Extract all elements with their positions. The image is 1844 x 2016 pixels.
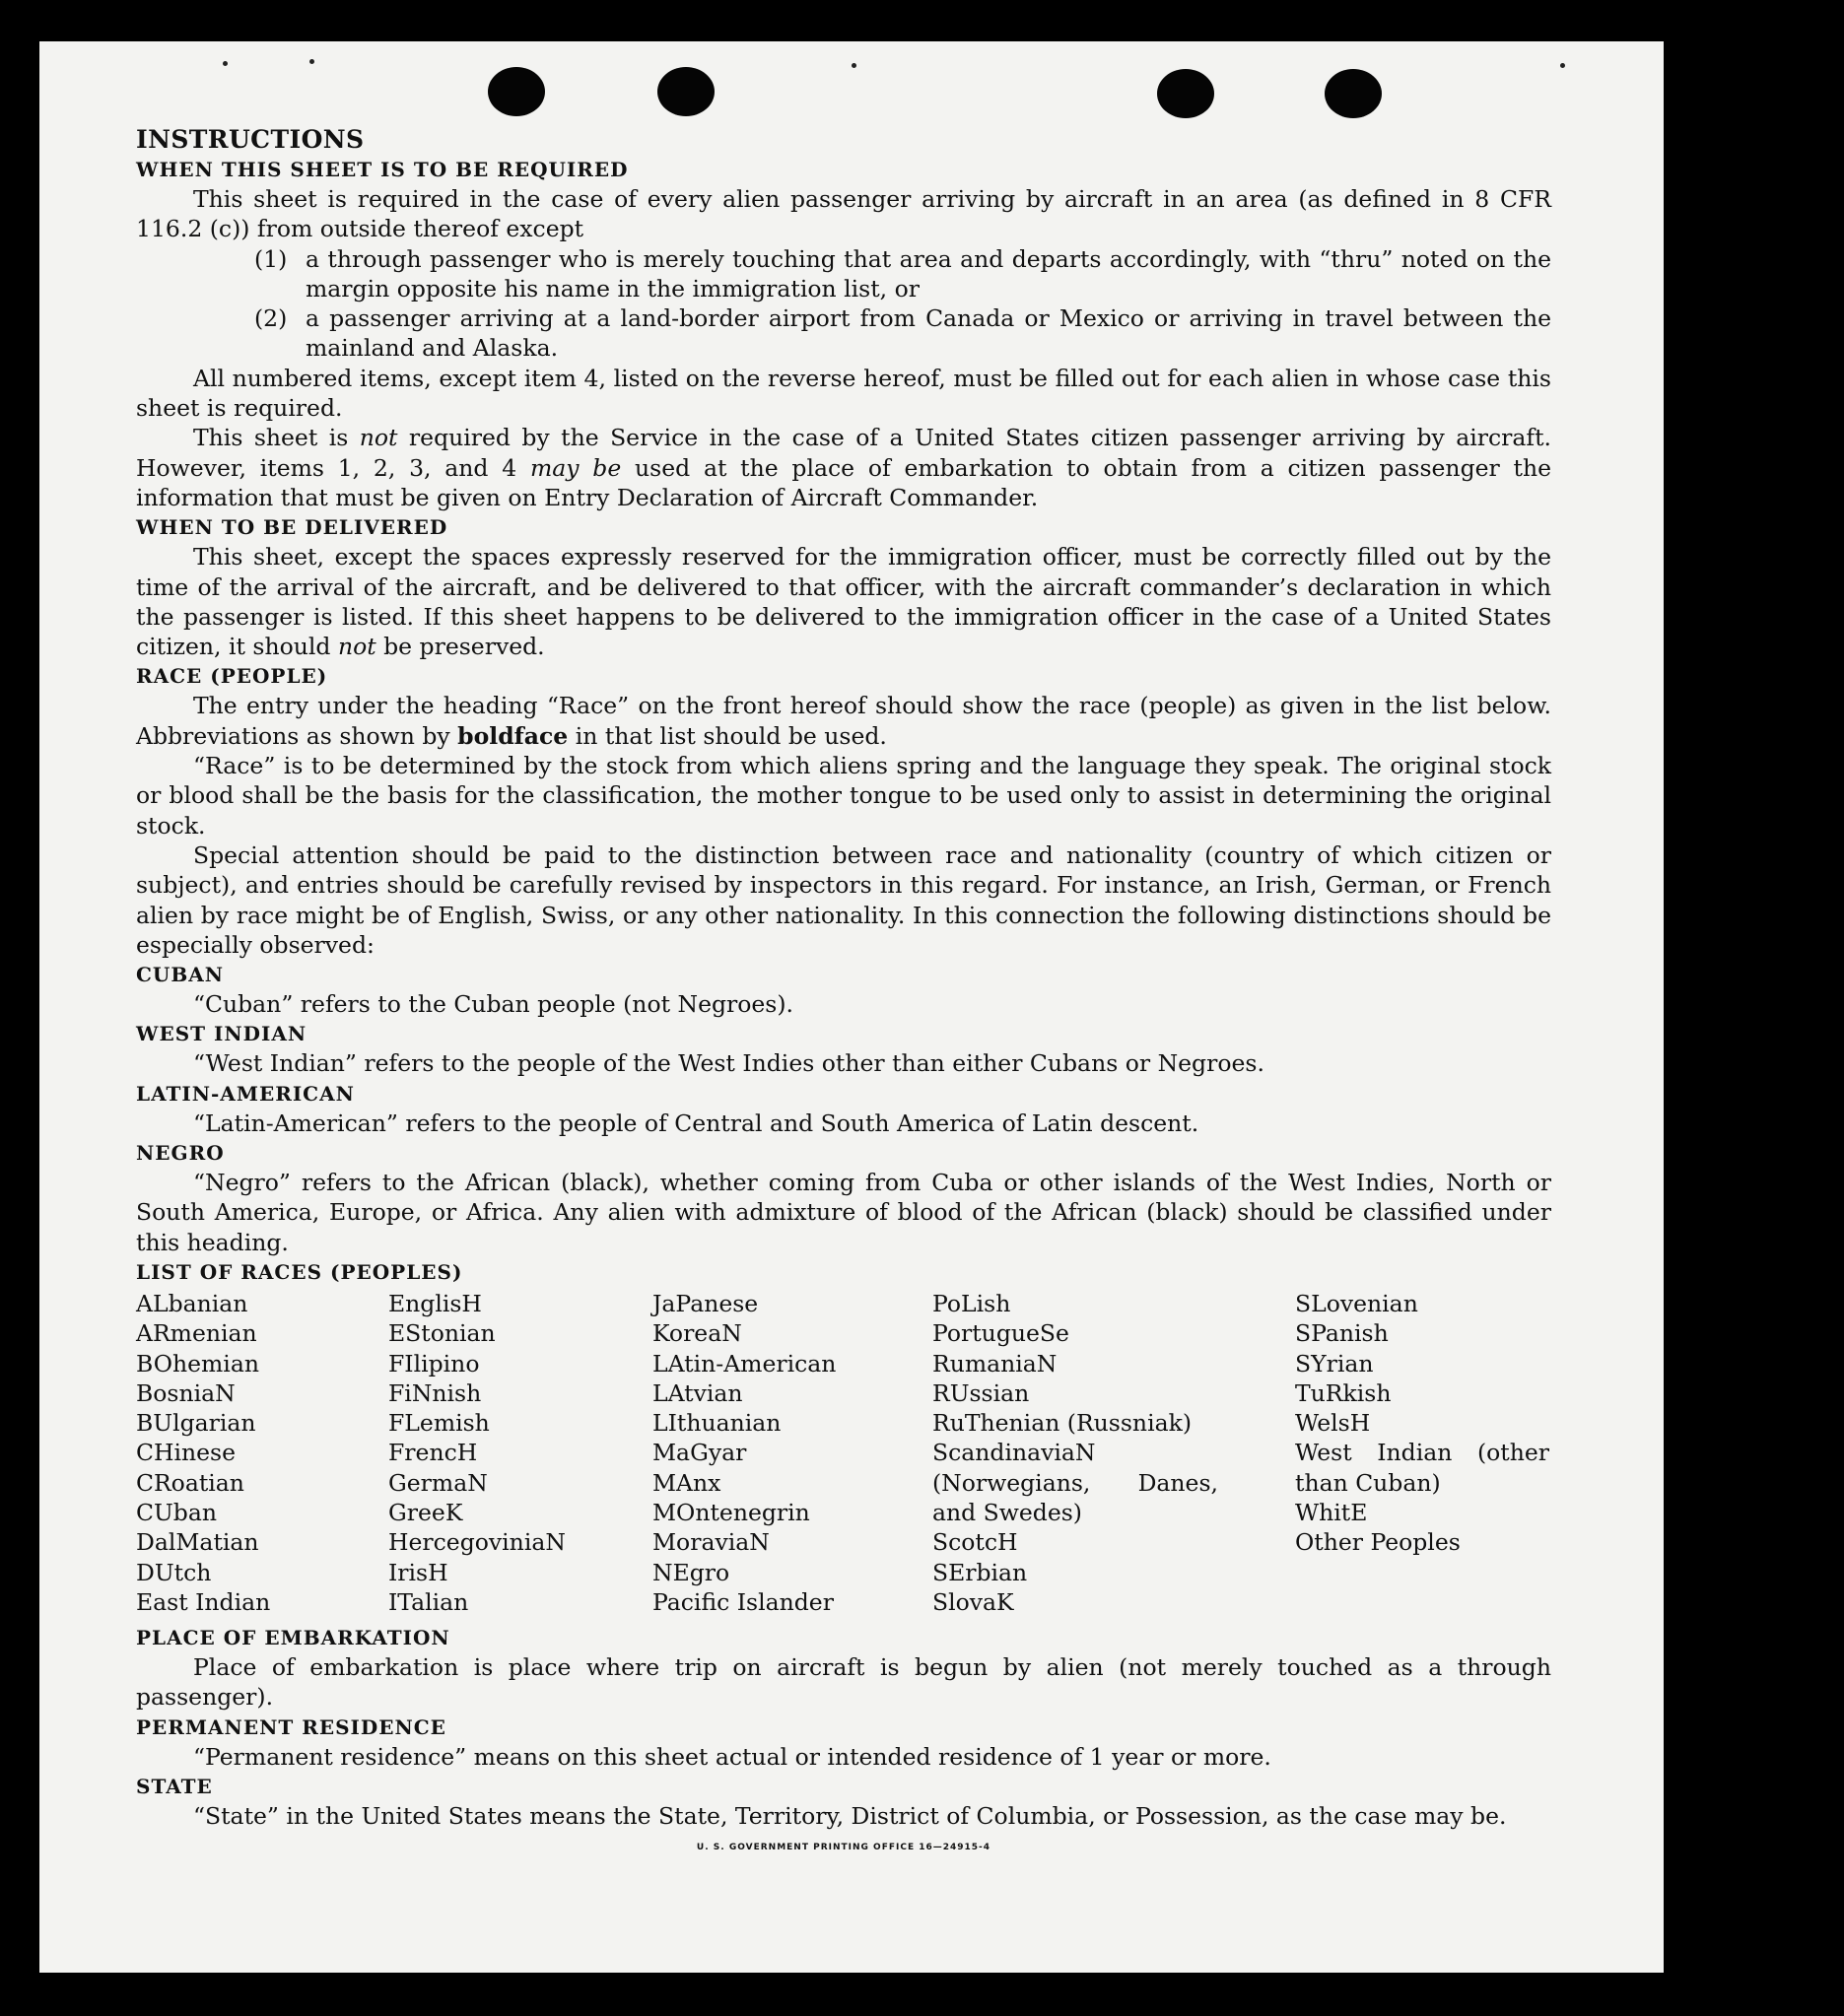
section-heading: STATE [136,1775,213,1799]
punch-hole [1157,69,1214,118]
race-group [1295,1289,1551,1438]
race-entry: BOhemian [136,1349,259,1378]
italic-run: may be [529,453,622,482]
text-run: This sheet, except the spaces expressly reserved for the immigration officer, must be correctly filled out by the time of the arrival of the aircraft, and be delivered to that officer, with the aircraft commander’s declaration in which the passenger is listed. If this sheet happens to be delivered to the immigration officer in the case of a United States citizen, it should [136,543,1551,661]
paragraph [136,691,1551,751]
text-run: be preserved. [376,633,545,661]
paragraph: All numbered items, except item 4, listed on the reverse hereof, must be filled out for each alien in whose case this sheet is required. [136,364,1551,423]
race-entry: BUlgarian [136,1409,256,1438]
paragraph [136,423,1551,512]
page-title: INSTRUCTIONS [136,125,365,154]
race-entry: CRoatian [136,1468,244,1497]
text-run: required by the Service in the case of a United States citizen passenger arriving by aircraft. However, items 1, 2, 3, and 4 [136,424,1551,482]
section-heading: LIST OF RACES (PEOPLES) [136,1259,463,1284]
race-entry: SlovaK [932,1587,1014,1616]
section-heading: LATIN-AMERICAN [136,1081,355,1106]
race-entry: SLovenian [1295,1289,1418,1317]
section-heading: PLACE OF EMBARKATION [136,1626,450,1650]
instructions-content [136,124,1551,1854]
paragraph: “Negro” refers to the African (black), whether coming from Cuba or other islands of the West Indies, North or South America, Europe, or Africa. Any alien with admixture of blood of the African (black) should be classified under this heading. [136,1169,1551,1256]
race-entry: HercegoviniaN [388,1528,566,1557]
race-group [1295,1498,1551,1558]
race-entry: CUban [136,1498,217,1526]
race-column [388,1289,652,1617]
section-heading: WHEN THIS SHEET IS TO BE REQUIRED [136,158,629,181]
race-entry: ARmenian [136,1319,257,1348]
italic-run: not [359,424,398,452]
item-text: a passenger arriving at a land-border airport from Canada or Mexico or arriving in travel between the mainland and Alaska. [306,304,1551,363]
item-number: (2) [254,304,288,333]
race-entry: SPanish [1295,1319,1389,1348]
race-entry: SYrian [1295,1349,1374,1378]
race-entry: NEgro [652,1558,730,1586]
paragraph: “West Indian” refers to the people of the West Indies other than either Cubans or Negroes. [193,1049,1264,1078]
paragraph: “Latin-American” refers to the people of Central and South America of Latin descent. [193,1109,1199,1137]
printer-imprint: U. S. GOVERNMENT PRINTING OFFICE 16—24915-4 [696,1843,991,1853]
race-entry: RuThenian (Russniak) [932,1409,1192,1438]
speck [223,61,228,66]
race-entry: JaPanese [652,1289,759,1317]
race-entry: FLemish [388,1409,490,1438]
race-entry: LAtvian [652,1378,743,1407]
race-entry: East Indian [136,1587,271,1616]
race-group [932,1527,1238,1617]
list-item [254,303,1551,364]
race-entry: EnglisH [388,1289,482,1317]
paragraph: Place of embarkation is place where trip on aircraft is begun by alien (not merely touched as a through passenger). [136,1653,1551,1712]
race-entry: CHinese [136,1439,236,1467]
race-entry: MAnx [652,1468,721,1497]
text-run: used at the place of embarkation to obtain from a citizen passenger the information that must be given on Entry Declaration of Aircraft Commander. [136,453,1552,511]
race-entry: DUtch [136,1558,212,1586]
race-entry: ScotcH [932,1528,1018,1557]
race-entry: BosniaN [136,1378,236,1407]
speck [1560,63,1565,68]
speck [852,63,856,68]
punch-hole [1325,69,1382,118]
paragraph: “Race” is to be determined by the stock from which aliens spring and the language they speak. The original stock or blood shall be the basis for the classification, the mother tongue to be used only to assist in determining the original stock. [136,752,1551,840]
section-heading: WHEN TO BE DELIVERED [136,515,448,540]
race-entry: PoLish [932,1289,1011,1317]
race-entry: GreeK [388,1498,463,1526]
speck [309,59,314,64]
paragraph: “State” in the United States means the State, Territory, District of Columbia, or Possession, as the case may be. [193,1802,1507,1831]
race-column [1238,1289,1551,1617]
race-entry: RUssian [932,1378,1030,1407]
race-entry: IrisH [388,1558,448,1586]
paragraph: Special attention should be paid to the distinction between race and nationality (country of which citizen or subject), and entries should be carefully revised by inspectors in this regard. For instance, an Irish, German, or French alien by race might be of English, Swiss, or any other nationality. In this connection the following distinctions should be especially observed: [136,840,1551,959]
race-entry: DalMatian [136,1528,259,1557]
race-entry: WhitE [1295,1498,1368,1526]
race-entry: EStonian [388,1319,496,1348]
race-entry: KoreaN [652,1319,742,1348]
paragraph: “Cuban” refers to the Cuban people (not Negroes). [193,990,794,1019]
race-column [136,1289,388,1617]
race-group [932,1289,1238,1438]
race-entry: SErbian [932,1558,1028,1586]
race-entry: TuRkish [1295,1378,1392,1407]
race-entry: ALbanian [136,1289,248,1317]
section-heading: NEGRO [136,1141,225,1166]
race-entry: FiNnish [388,1378,482,1407]
paragraph [136,542,1551,661]
paragraph: This sheet is required in the case of every alien passenger arriving by aircraft in an area (as defined in 8 CFR 116.2 (c)) from outside thereof except [136,185,1551,243]
race-entry: RumaniaN [932,1349,1058,1378]
race-column [932,1289,1238,1617]
item-text: a through passenger who is merely touching that area and departs accordingly, with “thru” noted on the margin opposite his name in the immigration list, or [306,244,1551,302]
section-heading: CUBAN [136,963,225,987]
item-number: (1) [254,244,288,273]
italic-run: not [337,633,376,661]
list-item [254,244,1551,304]
race-entry: LIthuanian [652,1409,782,1438]
race-entry: Pacific Islander [652,1587,834,1616]
race-entry: Other Peoples [1295,1528,1461,1557]
race-entry: PortugueSe [932,1319,1069,1348]
section-heading: WEST INDIAN [136,1022,307,1046]
race-entry: GermaN [388,1468,488,1497]
bold-run: boldface [457,721,569,750]
punch-hole [488,67,545,116]
race-entry: ITalian [388,1587,469,1616]
race-entry: FrencH [388,1439,478,1467]
text-run: This sheet is [193,424,360,452]
race-entry: FIlipino [388,1349,480,1378]
paragraph: “Permanent residence” means on this sheet actual or intended residence of 1 year or more. [193,1742,1271,1771]
race-entry: ScandinaviaN (Norwegians, Danes, and Swedes) [932,1439,1218,1526]
race-entry: MOntenegrin [652,1498,810,1526]
race-entry: MoraviaN [652,1528,770,1557]
race-column [652,1289,932,1617]
section-heading: RACE (PEOPLE) [136,664,328,689]
text-run: The entry under the heading “Race” on the front hereof should show the race (people) as given in the list below. Abbreviations as shown by [136,692,1551,750]
race-entry: LAtin-American [652,1349,837,1378]
race-entry: WelsH [1295,1409,1371,1438]
race-entry: MaGyar [652,1439,747,1467]
race-list [136,1289,1551,1617]
document-page [39,41,1664,1973]
text-run: in that list should be used. [568,721,887,750]
section-heading: PERMANENT RESIDENCE [136,1714,446,1739]
race-entry: West Indian (other than Cuban) [1295,1439,1549,1497]
punch-hole [657,67,715,116]
